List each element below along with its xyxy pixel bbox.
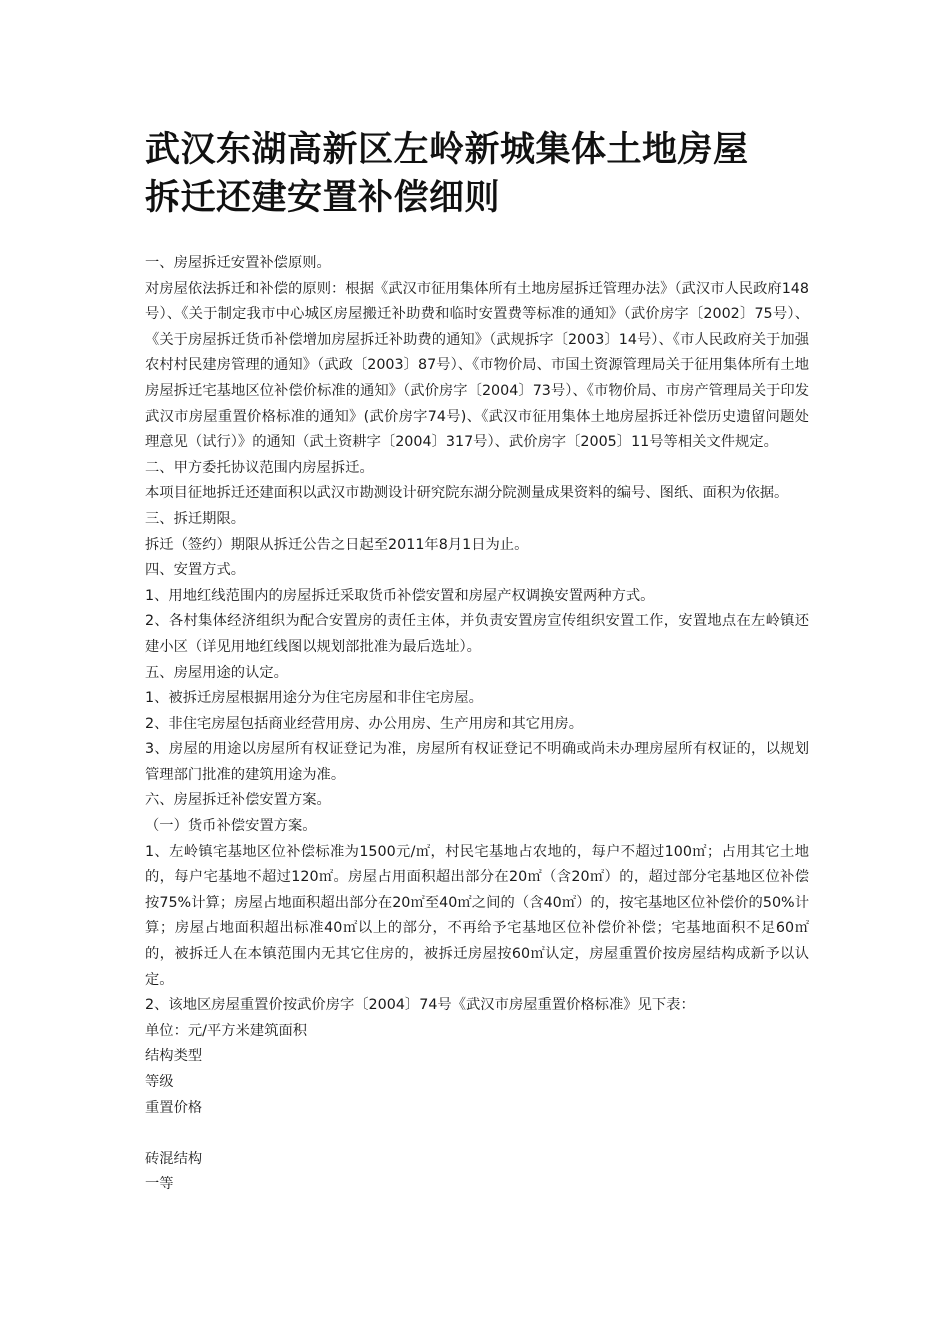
- paragraph: 五、房屋用途的认定。: [145, 664, 288, 681]
- document-title: [145, 126, 809, 222]
- paragraph: 1、被拆迁房屋根据用途分为住宅房屋和非住宅房屋。: [145, 690, 483, 707]
- paragraph: 四、安置方式。: [145, 562, 246, 579]
- paragraph: 2、该地区房屋重置价按武价房字〔2004〕74号《武汉市房屋重置价格标准》见下表：: [145, 997, 695, 1014]
- paragraph: 重置价格: [145, 1099, 203, 1116]
- title-line-2: 拆迁还建安置补偿细则: [145, 178, 501, 218]
- paragraph: 2、各村集体经济组织为配合安置房的责任主体，并负责安置房宣传组织安置工作，安置地点在左岭镇还建小区（详见用地红线图以规划部批准为最后选址）。: [145, 613, 809, 655]
- paragraph: 对房屋依法拆迁和补偿的原则：根据《武汉市征用集体所有土地房屋拆迁管理办法》（武汉市人民政府148号）、《关于制定我市中心城区房屋搬迁补助费和临时安置费等标准的通知》（武价房字〔2002〕75号）、《关于房屋拆迁货币补偿增加房屋拆迁补助费的通知》（武规拆字〔2003〕14号）、《市人民政府关于加强农村村民建房管理的通知》（武政〔2003〕87号）、《市物价局、市国土资源管理局关于征用集体所有土地房屋拆迁宅基地区位补偿价标准的通知》（武价房字〔2004〕73号）、《市物价局、市房产管理局关于印发武汉市房屋重置价格标准的通知》(武价房字74号)、《武汉市征用集体土地房屋拆迁补偿历史遗留问题处理意见（试行）》的通知（武土资耕字〔2004〕317号）、武价房字〔2005〕11号等相关文件规定。: [145, 280, 809, 451]
- paragraph: 1、用地红线范围内的房屋拆迁采取货币补偿安置和房屋产权调换安置两种方式。: [145, 587, 655, 604]
- paragraph: （一）货币补偿安置方案。: [145, 818, 317, 835]
- paragraph: 二、甲方委托协议范围内房屋拆迁。: [145, 459, 374, 476]
- document-body: [145, 251, 809, 1198]
- paragraph: 一等: [145, 1176, 174, 1193]
- paragraph: 砖混结构: [145, 1150, 203, 1167]
- paragraph: 本项目征地拆迁还建面积以武汉市勘测设计研究院东湖分院测量成果资料的编号、图纸、面积为依据。: [145, 485, 789, 502]
- paragraph: 2、非住宅房屋包括商业经营用房、办公用房、生产用房和其它用房。: [145, 715, 583, 732]
- paragraph: 结构类型: [145, 1048, 203, 1065]
- title-line-1: 武汉东湖高新区左岭新城集体土地房屋: [145, 130, 749, 170]
- paragraph: 1、左岭镇宅基地区位补偿标准为1500元/㎡，村民宅基地占农地的，每户不超过100㎡；占用其它土地的，每户宅基地不超过120㎡。房屋占用面积超出部分在20㎡（含20㎡）的，超过部分宅基地区位补偿按75%计算；房屋占地面积超出部分在20㎡至40㎡之间的（含40㎡）的，按宅基地区位补偿价的50%计算；房屋占地面积超出标准40㎡以上的部分，不再给予宅基地区位补偿价补偿；宅基地面积不足60㎡的，被拆迁人在本镇范围内无其它住房的，被拆迁房屋按60㎡认定，房屋重置价按房屋结构成新予以认定。: [145, 843, 809, 988]
- paragraph: 拆迁（签约）期限从拆迁公告之日起至2011年8月1日为止。: [145, 536, 529, 553]
- paragraph: 3、房屋的用途以房屋所有权证登记为准，房屋所有权证登记不明确或尚未办理房屋所有权证的，以规划管理部门批准的建筑用途为准。: [145, 741, 809, 783]
- blank-paragraph: [145, 1121, 809, 1147]
- paragraph: 单位：元/平方米建筑面积: [145, 1022, 308, 1039]
- document-page: [145, 126, 809, 1198]
- paragraph: 六、房屋拆迁补偿安置方案。: [145, 792, 331, 809]
- paragraph: 一、房屋拆迁安置补偿原则。: [145, 255, 331, 271]
- paragraph: 等级: [145, 1074, 174, 1090]
- paragraph: 三、拆迁期限。: [145, 510, 246, 527]
